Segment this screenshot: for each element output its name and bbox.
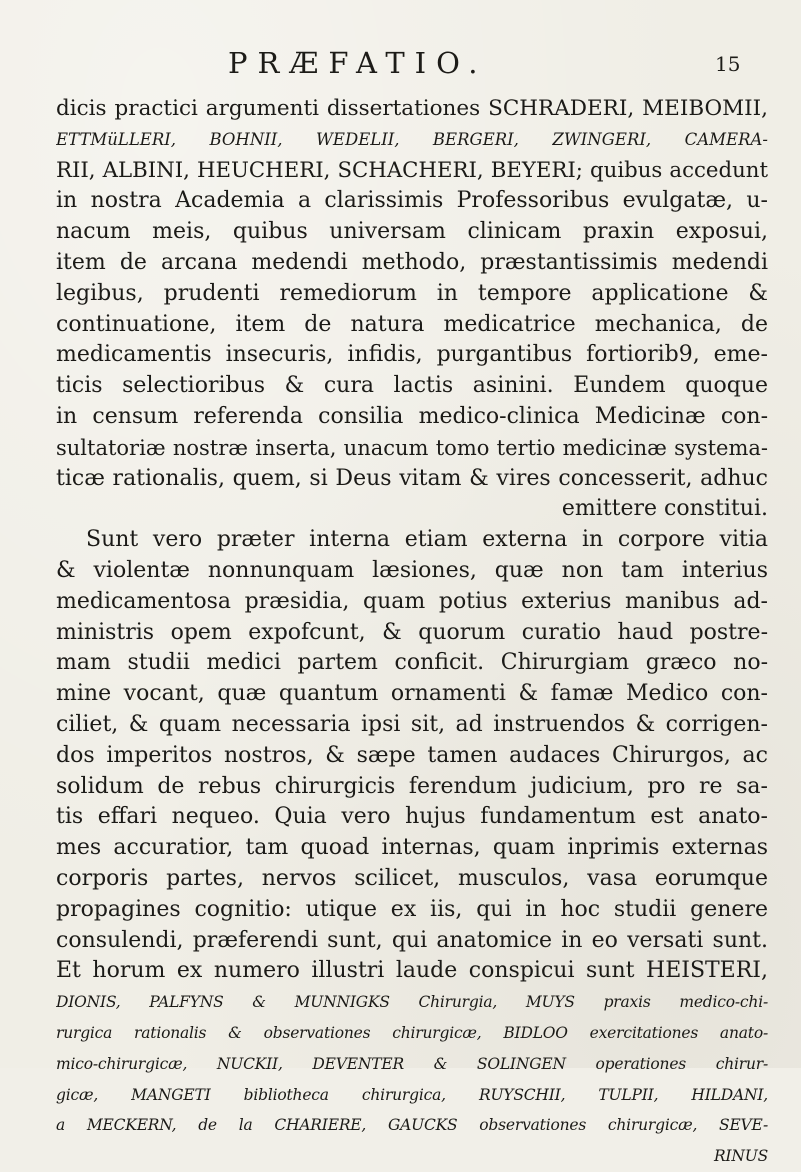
- text-line: solidum de rebus chirurgicis ferendum judicium, pro re sa-: [56, 773, 768, 799]
- text-line: ticæ rationalis, quem, si Deus vitam & vires concesserit, adhuc: [56, 465, 768, 491]
- text-line: & violentæ nonnunquam læsiones, quæ non tam interius: [56, 557, 768, 583]
- page-header: [0, 46, 801, 86]
- text-line: ministris opem expofcunt, & quorum curatio haud postre-: [56, 619, 768, 645]
- running-title: PRÆFATIO.: [228, 46, 488, 80]
- text-line: gicæ, MANGETI bibliotheca chirurgica, RUYSCHII, TULPII, HILDANI,: [56, 1085, 768, 1104]
- text-line: medicamentosa præsidia, quam potius exterius manibus ad-: [56, 588, 768, 614]
- text-line: in nostra Academia a clarissimis Professoribus evulgatæ, u-: [56, 188, 768, 214]
- text-line: sultatoriæ nostræ inserta, unacum tomo tertio medicinæ systema-: [56, 435, 768, 460]
- text-line: item de arcana medendi methodo, præstantissimis medendi: [56, 249, 768, 275]
- text-line: ETTMüLLERI, BOHNII, WEDELII, BERGERI, ZWINGERI, CAMERA-: [56, 129, 768, 149]
- text-line: in censum referenda consilia medico-clinica Medicinæ con-: [56, 403, 768, 429]
- text-line: RINUS: [713, 1147, 768, 1166]
- text-line: medicamentis insecuris, infidis, purgantibus fortiorib9, eme-: [56, 342, 768, 368]
- body-text: [56, 94, 768, 1172]
- text-line: mine vocant, quæ quantum ornamenti & famæ Medico con-: [56, 681, 768, 707]
- text-line: emittere constitui.: [561, 496, 768, 522]
- text-line: corporis partes, nervos scilicet, musculos, vasa eorumque: [56, 865, 768, 891]
- text-line: ticis selectioribus & cura lactis asinini. Eundem quoque: [56, 373, 768, 399]
- text-line: Et horum ex numero illustri laude conspicui sunt HEISTERI,: [56, 958, 768, 984]
- text-line: ciliet, & quam necessaria ipsi sit, ad instruendos & corrigen-: [56, 711, 768, 737]
- text-line: mico-chirurgicæ, NUCKII, DEVENTER & SOLINGEN operationes chirur-: [56, 1054, 768, 1073]
- text-line: tis effari nequeo. Quia vero hujus fundamentum est anato-: [56, 804, 768, 830]
- text-line: RII, ALBINI, HEUCHERI, SCHACHERI, BEYERI; quibus accedunt: [56, 157, 768, 183]
- text-line: rurgica rationalis & observationes chirurgicæ, BIDLOO exercitationes anato-: [56, 1023, 768, 1042]
- text-line: mam studii medici partem conficit. Chirurgiam græco no-: [56, 650, 768, 676]
- text-line: mes accuratior, tam quoad internas, quam inprimis externas: [56, 835, 768, 861]
- text-line: DIONIS, PALFYNS & MUNNIGKS Chirurgia, MUYS praxis medico-chi-: [56, 993, 768, 1012]
- page-number: 15: [715, 52, 741, 76]
- text-line: dos imperitos nostros, & sæpe tamen audaces Chirurgos, ac: [56, 742, 768, 768]
- text-line: legibus, prudenti remediorum in tempore applicatione &: [56, 280, 768, 306]
- text-line: consulendi, præferendi sunt, qui anatomice in eo versati sunt.: [56, 927, 768, 953]
- text-line: dicis practici argumenti dissertationes SCHRADERI, MEIBOMII,: [56, 96, 768, 121]
- text-line: nacum meis, quibus universam clinicam praxin exposui,: [56, 219, 768, 245]
- text-line: continuatione, item de natura medicatrice mechanica, de: [56, 311, 768, 337]
- text-line: propagines cognitio: utique ex iis, qui in hoc studii genere: [56, 896, 768, 922]
- text-line: Sunt vero præter interna etiam externa in corpore vitia: [86, 527, 768, 553]
- text-line: a MECKERN, de la CHARIERE, GAUCKS observationes chirurgicæ, SEVE-: [56, 1116, 768, 1135]
